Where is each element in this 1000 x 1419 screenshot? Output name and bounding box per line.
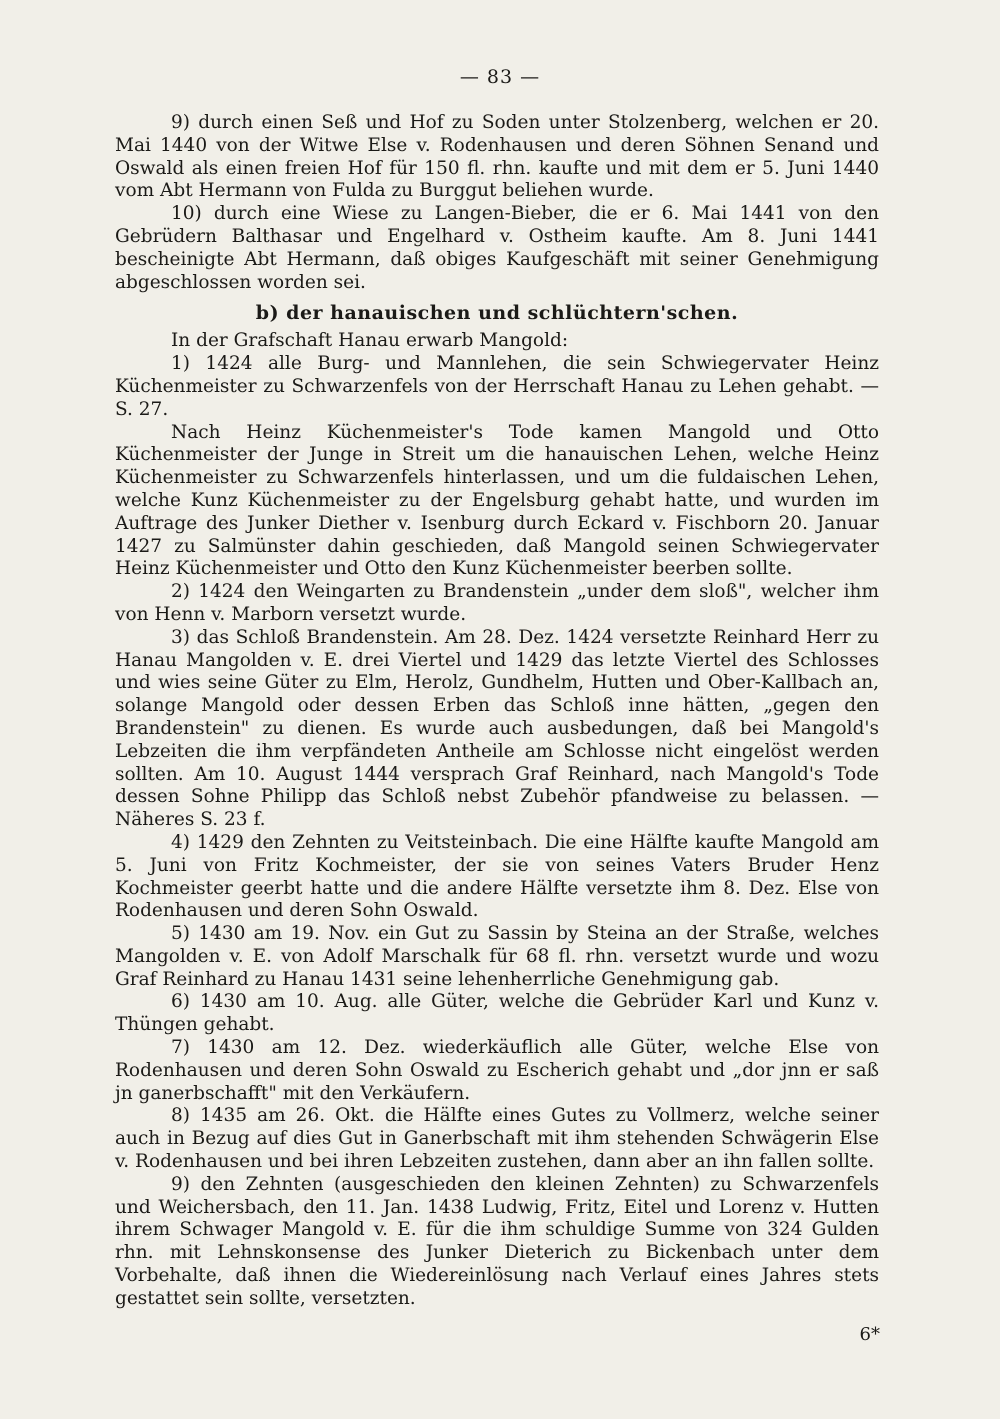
paragraph: 1) 1424 alle Burg- und Mannlehen, die sein Schwiegervater Heinz Küchenmeister zu Schwarzenfels von der Herrschaft Hanau zu Lehen gehabt. — S. 27.	[115, 353, 879, 420]
paragraph: 2) 1424 den Weingarten zu Brandenstein „under dem sloß", welcher ihm von Henn v. Marborn versetzt wurde.	[115, 581, 879, 625]
section-heading: b) der hanauischen und schlüchtern'schen.	[255, 302, 739, 325]
paragraph: 4) 1429 den Zehnten zu Veitsteinbach. Die eine Hälfte kaufte Mangold am 5. Juni von Fritz Kochmeister, der sie von seines Vaters Bruder Henz Kochmeister geerbt hatte und die andere Hälfte versetzte ihm 8. Dez. Else von Rodenhausen und deren Sohn Oswald.	[115, 831, 879, 922]
paragraph: 3) das Schloß Brandenstein. Am 28. Dez. 1424 versetzte Reinhard Herr zu Hanau Mangolden v. E. drei Viertel und 1429 das letzte Viertel des Schlosses und wies seine Güter zu Elm, Herolz, Gundhelm, Hutten und Ober-Kallbach an, solange Mangold oder dessen Erben das Schloß inne hätten, „gegen den Brandenstein" zu dienen. Es wurde auch ausbedungen, daß bei Mangold's Lebzeiten die ihm verpfändeten Antheile am Schlosse nicht eingelöst werden sollten. Am 10. August 1444 versprach Graf Reinhard, nach Mangold's Tode dessen Sohne Philipp das Schloß nebst Zubehör pfandweise zu belassen. — Näheres S. 23 f.	[115, 626, 879, 831]
paragraph: 9) den Zehnten (ausgeschieden den kleinen Zehnten) zu Schwarzenfels und Weichersbach, den 11. Jan. 1438 Ludwig, Fritz, Eitel und Lorenz v. Hutten ihrem Schwager Mangold v. E. für die ihm schuldige Summe von 324 Gulden rhn. mit Lehnskonsense des Junker Dieterich zu Bickenbach unter dem Vorbehalte, daß ihnen die Wiedereinlösung nach Verlauf eines Jahres stets gestattet sein sollte, versetzten.	[115, 1173, 879, 1309]
paragraph: 8) 1435 am 26. Okt. die Hälfte eines Gutes zu Vollmerz, welche seiner auch in Bezug auf dies Gut in Ganerbschaft mit ihm stehenden Schwägerin Else v. Rodenhausen und bei ihren Lebzeiten zustehen, dann aber an ihn fallen sollte.	[115, 1105, 879, 1173]
paragraph: Nach Heinz Küchenmeister's Tode kamen Mangold und Otto Küchenmeister der Junge in Streit um die hanauischen Lehen, welche Heinz Küchenmeister zu Schwarzenfels hinterlassen, und um die fuldaischen Lehen, welche Kunz Küchenmeister zu der Engelsburg gehabt hatte, und wurden im Auftrage des Junker Diether v. Isenburg durch Eckard v. Fischborn 20. Januar 1427 zu Salmünster dahin geschieden, daß Mangold seinen Schwiegervater Heinz Küchenmeister und Otto den Kunz Küchenmeister beerben sollte.	[115, 421, 879, 580]
paragraph: In der Grafschaft Hanau erwarb Mangold:	[171, 330, 569, 352]
paragraph: 9) durch einen Seß und Hof zu Soden unter Stolzenberg, welchen er 20. Mai 1440 von der Witwe Else v. Rodenhausen und deren Söhnen Senand und Oswald als einen freien Hof für 150 fl. rhn. kaufte und mit dem er 5. Juni 1440 vom Abt Hermann von Fulda zu Burggut beliehen wurde.	[115, 112, 879, 202]
signature-mark: 6*	[859, 1324, 880, 1345]
paragraph: 6) 1430 am 10. Aug. alle Güter, welche die Gebrüder Karl und Kunz v. Thüngen gehabt.	[115, 991, 879, 1036]
paragraph: 10) durch eine Wiese zu Langen-Bieber, die er 6. Mai 1441 von den Gebrüdern Balthasar und Engelhard v. Ostheim kaufte. Am 8. Juni 1441 bescheinigte Abt Hermann, daß obiges Kaufgeschäft mit seiner Genehmigung abgeschlossen worden sei.	[115, 203, 879, 293]
paragraph: 5) 1430 am 19. Nov. ein Gut zu Sassin by Steina an der Straße, welches Mangolden v. E. von Adolf Marschalk für 68 fl. rhn. versetzt wurde und wozu Graf Reinhard zu Hanau 1431 seine lehenherrliche Genehmigung gab.	[115, 923, 879, 990]
page-number: — 83 —	[459, 66, 541, 88]
page-body	[115, 112, 879, 1311]
paragraph: 7) 1430 am 12. Dez. wiederkäuflich alle Güter, welche Else von Rodenhausen und deren Sohn Oswald zu Escherich gehabt und „dor jnn er saß jn ganerbschafft" mit den Verkäufern.	[115, 1037, 879, 1104]
